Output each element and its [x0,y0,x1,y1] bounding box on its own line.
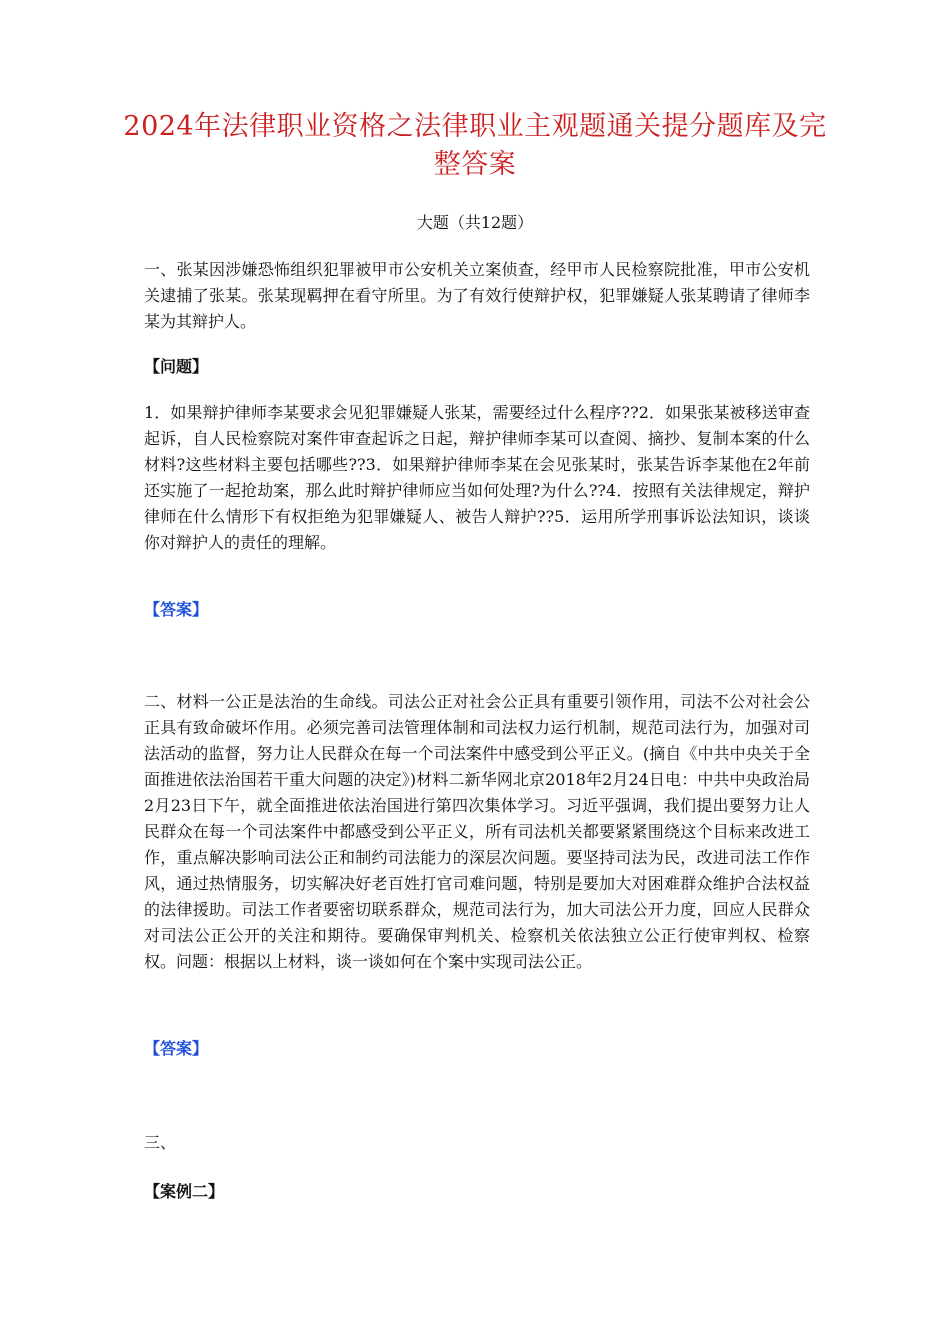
question-2-text: 二、材料一公正是法治的生命线。司法公正对社会公正具有重要引领作用，司法不公对社会公正具有致命破坏作用。必须完善司法管理体制和司法权力运行机制，规范司法行为，加强对司法活动的监督，努力让人民群众在每一个司法案件中感受到公平正义。(摘自《中共中央关于全面推进依法治国若干重大问题的决定》)材料二新华网北京2018年2月24日电：中共中央政治局2月23日下午，就全面推进依法治国进行第四次集体学习。习近平强调，我们提出要努力让人民群众在每一个司法案件中都感受到公平正义，所有司法机关都要紧紧围绕这个目标来改进工作，重点解决影响司法公正和制约司法能力的深层次问题。要坚持司法为民，改进司法工作作风，通过热情服务，切实解决好老百姓打官司难问题，特别是要加大对困难群众维护合法权益的法律援助。司法工作者要密切联系群众，规范司法行为，加大司法公开力度，回应人民群众对司法公正公开的关注和期待。要确保审判机关、检察机关依法独立公正行使审判权、检察权。问题：根据以上材料，谈一谈如何在个案中实现司法公正。 [144,692,810,971]
question-2-answer-label: 【答案】 [144,1039,209,1058]
question-1-answer-label: 【答案】 [144,600,209,619]
question-1-label: 【问题】 [144,357,209,376]
question-3-case-label: 【案例二】 [144,1182,225,1201]
question-1-text: 一、张某因涉嫌恐怖组织犯罪被甲市公安机关立案侦查，经甲市人民检察院批准，甲市公安机关逮捕了张某。张某现羁押在看守所里。为了有效行使辩护权，犯罪嫌疑人张某聘请了律师李某为其辩护人。 [144,260,810,331]
question-3-text: 三、 [144,1133,177,1152]
question-1-subquestions: 1．如果辩护律师李某要求会见犯罪嫌疑人张某，需要经过什么程序??2．如果张某被移送审查起诉，自人民检察院对案件审查起诉之日起，辩护律师李某可以查阅、摘抄、复制本案的什么材料?这些材料主要包括哪些??3．如果辩护律师李某在会见张某时，张某告诉李某他在2年前还实施了一起抢劫案，那么此时辩护律师应当如何处理?为什么??4．按照有关法律规定，辩护律师在什么情形下有权拒绝为犯罪嫌疑人、被告人辩护??5．运用所学刑事诉讼法知识，谈谈你对辩护人的责任的理解。 [144,403,810,552]
section-subtitle: 大题（共12题） [416,213,534,232]
document-title: 2024年法律职业资格之法律职业主观题通关提分题库及完整答案 [123,111,827,180]
